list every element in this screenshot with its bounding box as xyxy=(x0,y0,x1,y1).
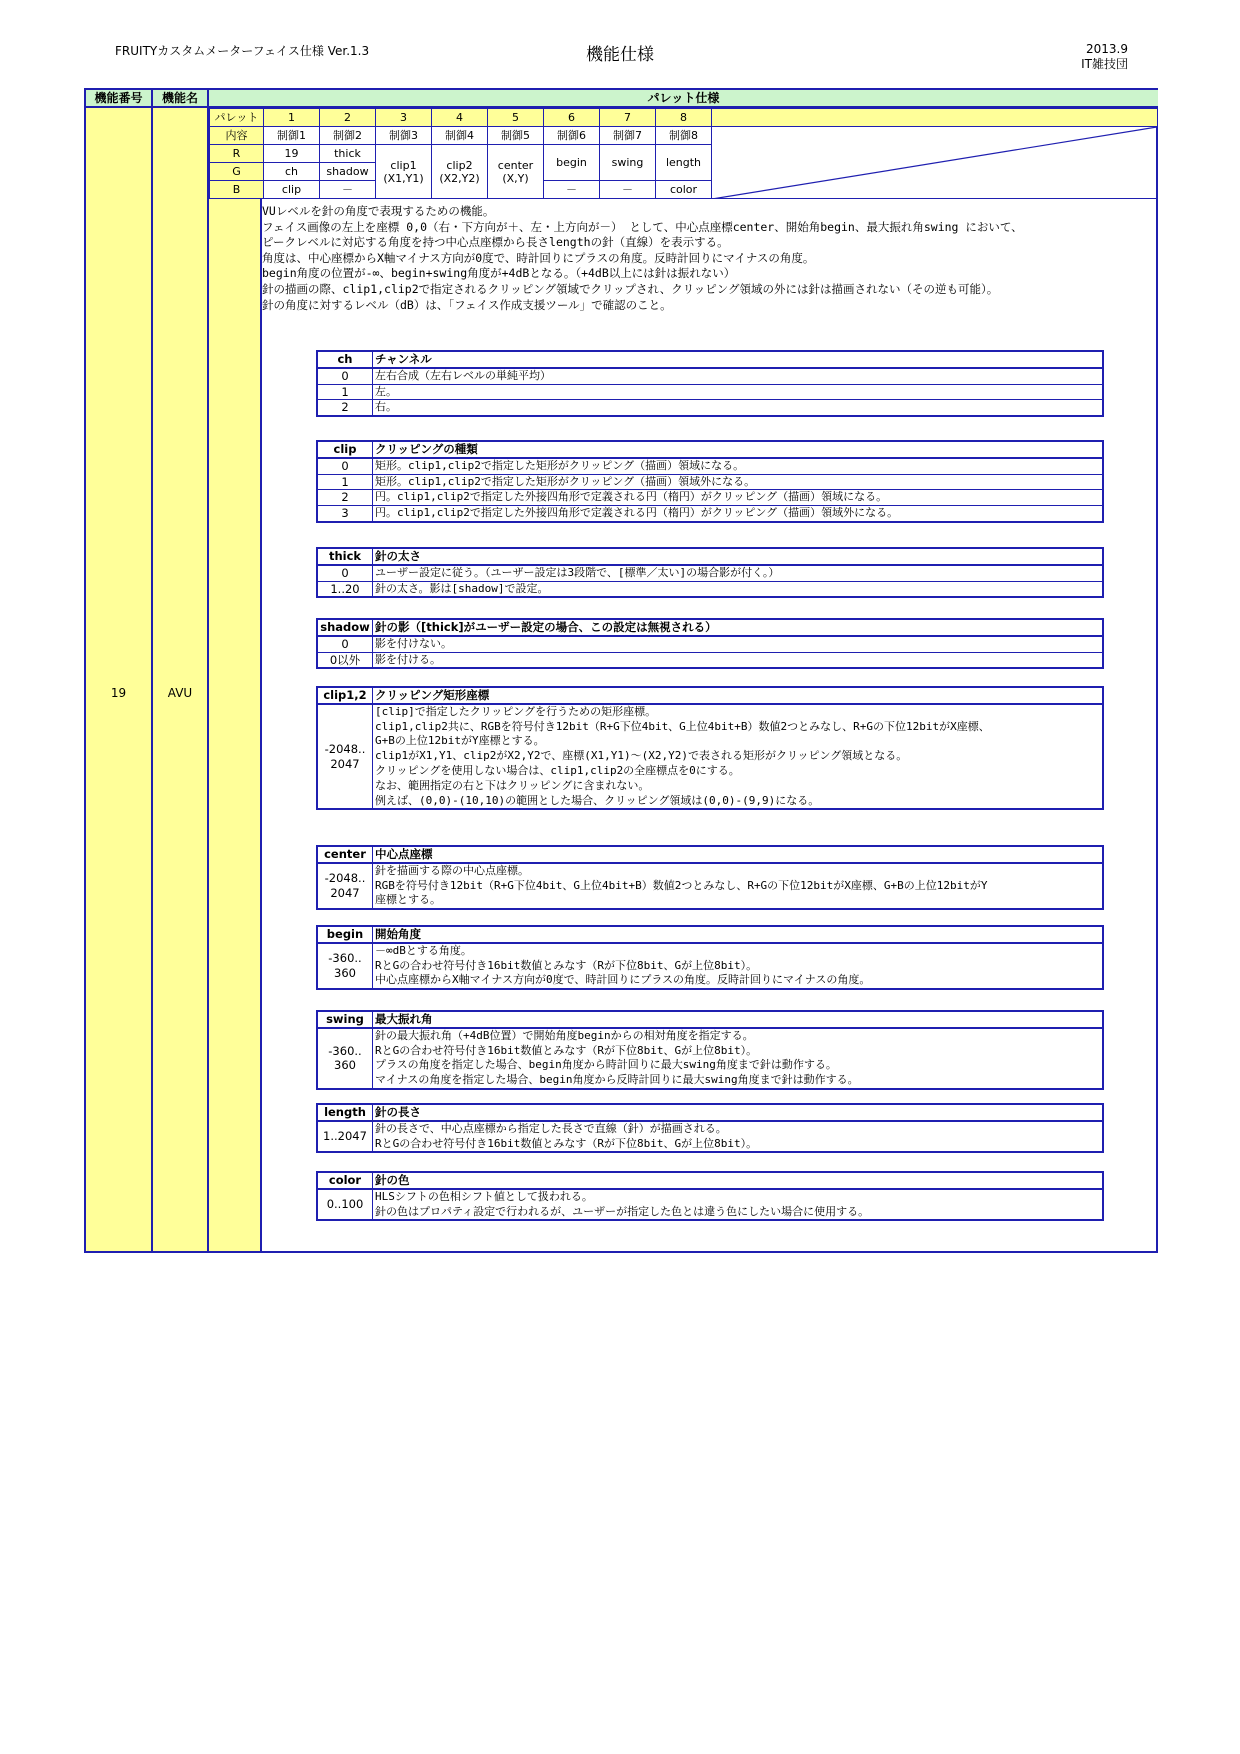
row-value-key: -2048.. 2047 xyxy=(317,704,373,810)
content-cell: 制御4 xyxy=(432,127,488,145)
palette-gutter xyxy=(209,108,262,1251)
row-description: 針を描画する際の中心点座標。 RGBを符号付き12bit（R+G下位4bit、G上位4bit+B）数値2つとみなし、R+Gの下位12bitがX座標、G+Bの上位12bitがY 座標とする。 xyxy=(373,863,1104,909)
c1-g: ch xyxy=(264,163,320,181)
sub-table-clip1-2 xyxy=(316,686,1104,810)
function-id: 19 xyxy=(110,686,127,700)
row-description: 影を付ける。 xyxy=(373,652,1104,668)
sub-table-length xyxy=(316,1103,1104,1153)
sub-table-clip xyxy=(316,440,1104,523)
sub-table-begin xyxy=(316,925,1104,990)
sub-table-center xyxy=(316,845,1104,910)
table-row xyxy=(317,458,1103,474)
table-row xyxy=(317,474,1103,490)
row-description: 左右合成（左右レベルの単純平均） xyxy=(373,368,1104,384)
row-value-key: 2 xyxy=(317,400,373,416)
row-value-key: 0 xyxy=(317,565,373,581)
row-description: 右。 xyxy=(373,400,1104,416)
table-row xyxy=(317,490,1103,506)
table-row xyxy=(317,943,1103,989)
sub-table-key: color xyxy=(317,1172,373,1189)
palette-number: 1 xyxy=(264,109,320,127)
row-description: 円。clip1,clip2で指定した外接四角形で定義される円（楕円）がクリッピング（描画）領域になる。 xyxy=(373,490,1104,506)
row-value-key: 1 xyxy=(317,474,373,490)
row-description: －∞dBとする角度。 RとGの合わせ符号付き16bit数値とみなす（Rが下位8bit、Gが上位8bit）。 中心点座標からX軸マイナス方向が0度で、時計回りにプラスの角度。反時計回りにマイナスの角度。 xyxy=(373,943,1104,989)
c2-g: shadow xyxy=(320,163,376,181)
row-value-key: 0 xyxy=(317,368,373,384)
spec-table xyxy=(84,88,1158,1253)
row-description: 影を付けない。 xyxy=(373,636,1104,652)
col-header-palette: パレット仕様 xyxy=(209,90,1158,108)
palette-grid xyxy=(209,108,1158,199)
table-row xyxy=(317,581,1103,597)
col-header-name: 機能名 xyxy=(153,90,209,108)
content-cell: 制御5 xyxy=(488,127,544,145)
palette-number: 7 xyxy=(600,109,656,127)
doc-org: IT雑技団 xyxy=(1081,57,1128,71)
page-title: 機能仕様 xyxy=(586,45,654,65)
c1-r: 19 xyxy=(264,145,320,163)
sub-table-key: begin xyxy=(317,926,373,943)
row-description: ユーザー設定に従う。（ユーザー設定は3段階で、[標準／太い]の場合影が付く。） xyxy=(373,565,1104,581)
palette-fill xyxy=(712,109,1158,127)
content-cell: 制御3 xyxy=(376,127,432,145)
palette-number: 6 xyxy=(544,109,600,127)
col-header-id: 機能番号 xyxy=(86,90,153,108)
table-row xyxy=(317,1121,1103,1153)
table-row xyxy=(317,506,1103,522)
sub-table-title: チャンネル xyxy=(373,351,1104,368)
palette-row-label: パレット xyxy=(210,109,264,127)
row-value-key: 0..100 xyxy=(317,1189,373,1221)
sub-table-title: クリッピングの種類 xyxy=(373,441,1104,458)
sub-table-title: 針の太さ xyxy=(373,548,1104,565)
c2-r: thick xyxy=(320,145,376,163)
row-value-key: -360.. 360 xyxy=(317,1028,373,1089)
sub-table-swing xyxy=(316,1010,1104,1090)
sub-table-key: swing xyxy=(317,1011,373,1028)
sub-table-shadow xyxy=(316,618,1104,669)
r-label: R xyxy=(210,145,264,163)
palette-number: 3 xyxy=(376,109,432,127)
row-value-key: 3 xyxy=(317,506,373,522)
c8-rg: length xyxy=(656,145,712,181)
row-description: 矩形。clip1,clip2で指定した矩形がクリッピング（描画）領域になる。 xyxy=(373,458,1104,474)
palette-number: 8 xyxy=(656,109,712,127)
c5-rgb: center (X,Y) xyxy=(488,145,544,199)
row-value-key: 0 xyxy=(317,636,373,652)
empty-diagonal-cell xyxy=(712,127,1158,199)
sub-table-key: clip1,2 xyxy=(317,687,373,704)
table-row xyxy=(317,1028,1103,1089)
function-name: AVU xyxy=(167,686,193,700)
b-label: B xyxy=(210,181,264,199)
sub-table-key: length xyxy=(317,1104,373,1121)
c7-b: － xyxy=(600,181,656,199)
table-row xyxy=(317,400,1103,416)
function-description: VUレベルを針の角度で表現するための機能。 フェイス画像の左上を座標 0,0（右・下方向が＋、左・上方向が－） として、中心点座標center、開始角begin、最大振れ角swing において、 ピークレベルに対応する角度を持つ中心点座標から長さlengthの針（直線）を表示する。 角度は、中心座標からX軸マイナス方向が0度で、時計回りにプラスの角度。反時計回りにマイナスの角度。 begin角度の位置が-∞、begin+swing角度が+4dBとなる。（+4dB以上には針は振れない） 針の描画の際、clip1,clip2で指定されるクリッピング領域でクリップされ、クリッピング領域の外には針は描画されない（その逆も可能）。 針の角度に対するレベル（dB）は、「フェイス作成支援ツール」で確認のこと。 xyxy=(262,204,1023,312)
row-description: 針の最大振れ角（+4dB位置）で開始角度beginからの相対角度を指定する。 RとGの合わせ符号付き16bit数値とみなす（Rが下位8bit、Gが上位8bit）。 プラスの角度を指定した場合、begin角度から時計回りに最大swing角度まで針は動作する。 マイナスの角度を指定した場合、begin角度から反時計回りに最大swing角度まで針は動作する。 xyxy=(373,1028,1104,1089)
diagonal-line xyxy=(712,127,1157,199)
sub-table-key: thick xyxy=(317,548,373,565)
c6-rg: begin xyxy=(544,145,600,181)
sub-table-key: shadow xyxy=(317,619,373,636)
c8-b: color xyxy=(656,181,712,199)
content-cell: 制御6 xyxy=(544,127,600,145)
sub-table-title: 中心点座標 xyxy=(373,846,1104,863)
sub-table-ch xyxy=(316,350,1104,417)
sub-table-key: ch xyxy=(317,351,373,368)
row-description: 針の長さで、中心点座標から指定した長さで直線（針）が描画される。 RとGの合わせ符号付き16bit数値とみなす（Rが下位8bit、Gが上位8bit）。 xyxy=(373,1121,1104,1153)
content-cell: 制御8 xyxy=(656,127,712,145)
row-value-key: 0 xyxy=(317,458,373,474)
table-row xyxy=(317,704,1103,810)
sub-table-key: center xyxy=(317,846,373,863)
c7-rg: swing xyxy=(600,145,656,181)
c1-b: clip xyxy=(264,181,320,199)
sub-table-title: 針の長さ xyxy=(373,1104,1104,1121)
sub-table-thick xyxy=(316,547,1104,598)
content-cell: 制御7 xyxy=(600,127,656,145)
sub-table-title: 開始角度 xyxy=(373,926,1104,943)
g-label: G xyxy=(210,163,264,181)
row-value-key: 0以外 xyxy=(317,652,373,668)
table-row xyxy=(317,384,1103,400)
sub-table-title: クリッピング矩形座標 xyxy=(373,687,1104,704)
table-row xyxy=(317,565,1103,581)
row-value-key: 2 xyxy=(317,490,373,506)
c6-b: － xyxy=(544,181,600,199)
row-description: 左。 xyxy=(373,384,1104,400)
id-column xyxy=(86,108,153,1251)
row-description: [clip]で指定したクリッピングを行うための矩形座標。 clip1,clip2共に、RGBを符号付き12bit（R+G下位4bit、G上位4bit+B）数値2つとみなし、R+Gの下位12bitがX座標、 G+Bの上位12bitがY座標とする。 clip1がX1,Y1、clip2がX2,Y2で、座標(X1,Y1)～(X2,Y2)で表される矩形がクリッピング領域となる。 クリッピングを使用しない場合は、clip1,clip2の全座標点を0にする。 なお、範囲指定の右と下はクリッピングに含まれない。 例えば、(0,0)-(10,10)の範囲とした場合、クリッピング領域は(0,0)-(9,9)になる。 xyxy=(373,704,1104,810)
table-row xyxy=(317,1189,1103,1221)
doc-title: FRUITYカスタムメーターフェイス仕様 Ver.1.3 xyxy=(115,44,370,58)
doc-date: 2013.9 xyxy=(1086,42,1128,56)
content-cell: 制御1 xyxy=(264,127,320,145)
table-row xyxy=(317,368,1103,384)
name-column xyxy=(153,108,209,1251)
sub-table-title: 針の色 xyxy=(373,1172,1104,1189)
doc-date-block xyxy=(1081,42,1128,72)
palette-number: 5 xyxy=(488,109,544,127)
c3-rgb: clip1 (X1,Y1) xyxy=(376,145,432,199)
c2-b: － xyxy=(320,181,376,199)
sub-table-color xyxy=(316,1171,1104,1221)
sub-table-title: 最大振れ角 xyxy=(373,1011,1104,1028)
row-value-key: -2048.. 2047 xyxy=(317,863,373,909)
row-description: HLSシフトの色相シフト値として扱われる。 針の色はプロパティ設定で行われるが、ユーザーが指定した色とは違う色にしたい場合に使用する。 xyxy=(373,1189,1104,1221)
table-row xyxy=(317,863,1103,909)
table-row xyxy=(317,652,1103,668)
row-description: 矩形。clip1,clip2で指定した矩形がクリッピング（描画）領域外になる。 xyxy=(373,474,1104,490)
c4-rgb: clip2 (X2,Y2) xyxy=(432,145,488,199)
content-cell: 制御2 xyxy=(320,127,376,145)
row-value-key: 1..20 xyxy=(317,581,373,597)
row-value-key: 1 xyxy=(317,384,373,400)
row-value-key: 1..2047 xyxy=(317,1121,373,1153)
row-description: 針の太さ。影は[shadow]で設定。 xyxy=(373,581,1104,597)
palette-number: 2 xyxy=(320,109,376,127)
table-row xyxy=(317,636,1103,652)
sub-table-key: clip xyxy=(317,441,373,458)
row-description: 円。clip1,clip2で指定した外接四角形で定義される円（楕円）がクリッピング（描画）領域外になる。 xyxy=(373,506,1104,522)
content-row-label: 内容 xyxy=(210,127,264,145)
row-value-key: -360.. 360 xyxy=(317,943,373,989)
palette-number: 4 xyxy=(432,109,488,127)
sub-table-title: 針の影（[thick]がユーザー設定の場合、この設定は無視される） xyxy=(373,619,1104,636)
